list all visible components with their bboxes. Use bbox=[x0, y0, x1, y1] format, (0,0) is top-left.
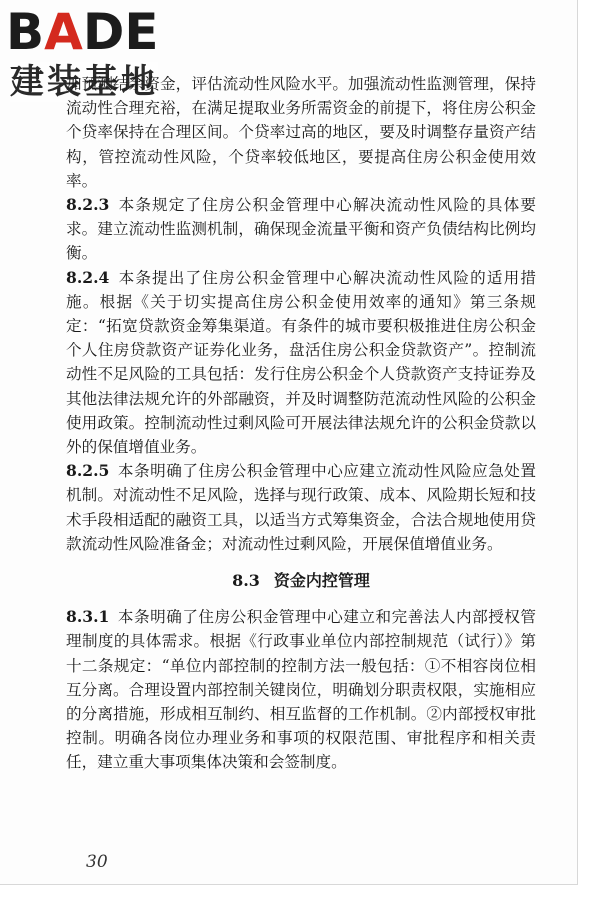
logo-letters-de: DE bbox=[82, 3, 159, 61]
section-text: 本条明确了住房公积金管理中心应建立流动性风险应急处置机制。对流动性不足风险，选择与现行政策、成本、风险期长短和技术手段相适配的融资工具，以适当方式筹集资金，合法合规地使用贷款流动性风险准备金；对流动性过剩风险，开展保值增值业务。 bbox=[66, 462, 536, 553]
section-text: 本条规定了住房公积金管理中心解决流动性风险的具体要求。建立流动性监测机制，确保现金流量平衡和资产负债结构比例均衡。 bbox=[66, 196, 536, 263]
section-number: 8.2.3 bbox=[66, 195, 110, 215]
section-heading-8-3 bbox=[66, 569, 536, 593]
heading-number: 8.3 bbox=[232, 571, 260, 591]
logo-letter-b: B bbox=[6, 3, 45, 61]
section-text: 本条明确了住房公积金管理中心建立和完善法人内部授权管理制度的具体需求。根据《行政事业单位内部控制规范（试行）》第十二条规定：“单位内部控制的控制方法一般包括：①不相容岗位相互分离。合理设置内部控制关键岗位，明确划分职责权限，实施相应的分离措施，形成相互制约、相互监督的工作机制。②内部授权审批控制。明确各岗位办理业务和事项的权限范围、审批程序和相关责任，建立重大事项集体决策和会签制度。 bbox=[66, 608, 536, 772]
page-number: 30 bbox=[86, 852, 108, 872]
document-body bbox=[66, 72, 536, 775]
section-8-3-1 bbox=[66, 605, 536, 774]
logo-letter-a: A bbox=[44, 3, 83, 61]
section-8-2-5 bbox=[66, 459, 536, 556]
logo-subtitle: 建装基地 bbox=[10, 62, 158, 102]
section-text: 本条提出了住房公积金管理中心解决流动性风险的适用措施。根据《关于切实提高住房公积金使用效率的通知》第三条规定：“拓宽贷款资金筹集渠道。有条件的城市要积极推进住房公积金个人住房贷款资产证券化业务，盘活住房公积金贷款资产”。控制流动性不足风险的工具包括：发行住房公积金个人贷款资产支持证券及其他法律法规允许的外部融资，并及时调整防范流动性风险的公积金使用政策。控制流动性过剩风险可开展法律法规允许的公积金贷款以外的保值增值业务。 bbox=[66, 268, 536, 457]
section-number: 8.2.4 bbox=[66, 267, 110, 287]
section-8-2-3 bbox=[66, 193, 536, 266]
intro-paragraph: 加预测结余资金，评估流动性风险水平。加强流动性监测管理，保持流动性合理充裕，在满足提取业务所需资金的前提下，将住房公积金个贷率保持在合理区间。个贷率过高的地区，要及时调整存量资产结构，管控流动性风险，个贷率较低地区，要提高住房公积金使用效率。 bbox=[66, 75, 536, 190]
section-8-2-4 bbox=[66, 266, 536, 460]
section-number: 8.3.1 bbox=[66, 607, 110, 627]
logo-wordmark bbox=[6, 4, 159, 60]
heading-title: 资金内控管理 bbox=[273, 571, 370, 591]
section-number: 8.2.5 bbox=[66, 461, 110, 481]
